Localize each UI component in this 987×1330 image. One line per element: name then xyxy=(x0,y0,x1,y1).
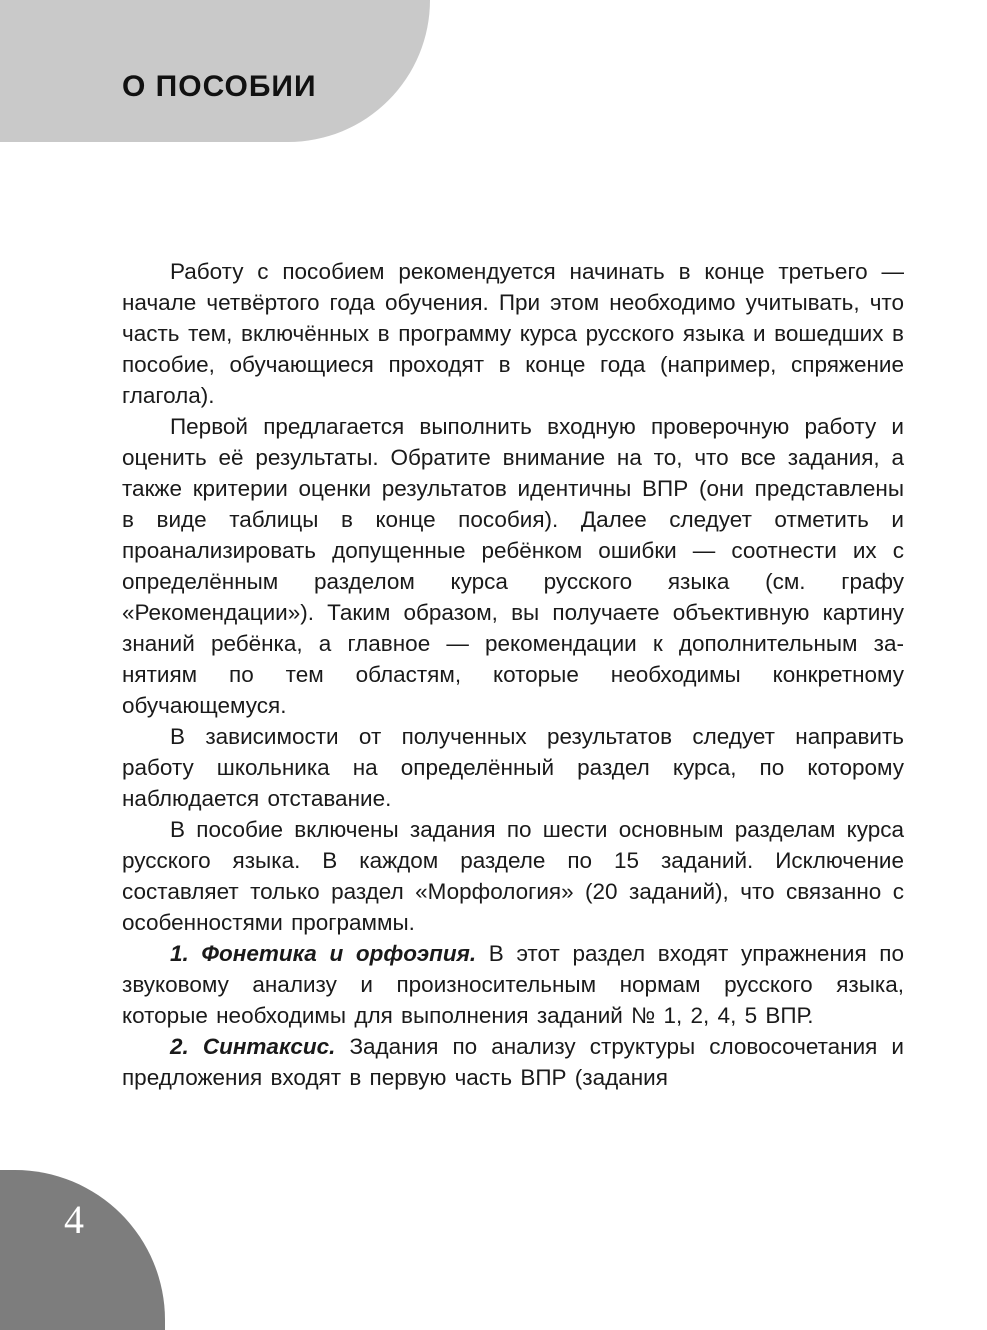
section-phonetics xyxy=(122,938,904,1031)
paragraph: Работу с пособием рекомендуется начинать в конце третьего — начале четвёртого года обучения. При этом необходимо учитывать, что часть тем, включённых в программу курса русского языка и вошедших в пособие, обучающиеся проходят в конце года (например, спряжение глагола). xyxy=(122,259,904,408)
body-text xyxy=(122,256,904,1093)
page-badge xyxy=(0,1170,165,1330)
section-syntax xyxy=(122,1031,904,1093)
paragraph: В зависимости от полученных результатов следует направить работу школьника на определённый раздел курса, по которому наблюдается отставание. xyxy=(122,724,904,811)
page-title: О ПОСОБИИ xyxy=(122,70,317,103)
section-heading: 2. Синтаксис. xyxy=(170,1034,336,1059)
section-heading: 1. Фонетика и орфоэпия. xyxy=(170,941,477,966)
page-number: 4 xyxy=(64,1197,84,1242)
paragraph: Первой предлагается выполнить входную проверочную работу и оценить её результаты. Обратите внимание на то, что все задания, а также критерии оценки результатов идентичны ВПР (они представлены в виде таблицы в конце пособия). Далее следует отметить и проанализировать допущенные ребёнком ошибки — соотнести их с определённым разделом курса русского языка (см. графу «Рекомендации»). Таким образом, вы получаете объективную картину знаний ребёнка, а главное — рекомендации к дополнительным занятиям по тем областям, которые необходимы конкретному обучающемуся. xyxy=(122,414,904,718)
section-text: Задания по анализу структуры словосочетания и предложения входят в первую часть ВПР (задания xyxy=(122,1034,904,1090)
section-text: В этот раздел входят упражнения по звуковому анализу и произносительным нормам русского языка, которые необходимы для выполнения заданий № 1, 2, 4, 5 ВПР. xyxy=(122,941,904,1028)
paragraph: В пособие включены задания по шести основным разделам курса русского языка. В каждом разделе по 15 заданий. Исключение составляет только раздел «Морфология» (20 заданий), что связанно с особенностями программы. xyxy=(122,817,904,935)
